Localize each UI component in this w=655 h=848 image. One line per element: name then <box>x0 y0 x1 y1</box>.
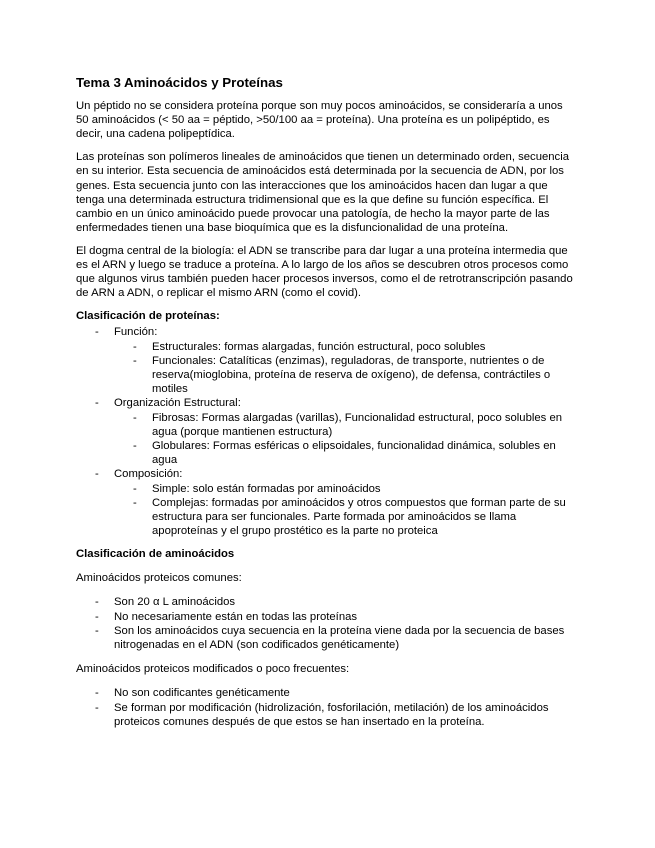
list-item <box>76 610 576 624</box>
list-item-text: No son codificantes genéticamente <box>114 687 290 700</box>
sublist-item <box>114 439 576 467</box>
list-item-text: Son los aminoácidos cuya secuencia en la proteína viene dada por la secuencia de bases nitrogenadas en el ADN (son codificados genéticamente) <box>114 624 565 651</box>
sublist-item <box>114 496 576 539</box>
sublist-item-text: Simple: solo están formadas por aminoácidos <box>152 482 381 495</box>
bullet-dash: - <box>95 701 99 714</box>
label-aminoacidos-comunes: Aminoácidos proteicos comunes: <box>76 572 242 585</box>
list-clasificacion-proteinas <box>76 325 576 538</box>
sublist-item-text: Funcionales: Catalíticas (enzimas), reguladoras, de transporte, nutrientes o de reserva(mioglobina, proteína de reserva de oxígeno), de defensa, contráctiles o motiles <box>152 354 551 396</box>
sublist-item-text: Fibrosas: Formas alargadas (varillas), Funcionalidad estructural, poco solubles en agua (porque mantienen estructura) <box>152 411 563 438</box>
sublist-item <box>114 482 576 496</box>
list-item-text: Se forman por modificación (hidrolización, fosforilación, metilación) de los aminoácidos proteicos comunes después de que estos se han insertado en la proteína. <box>114 701 549 728</box>
list-item-funcion <box>76 325 576 396</box>
list-aminoacidos-modificados <box>76 686 576 729</box>
list-item-text: No necesariamente están en todas las proteínas <box>114 610 358 623</box>
document-title: Tema 3 Aminoácidos y Proteínas <box>76 75 283 90</box>
list-item <box>76 686 576 700</box>
sublist-organizacion <box>114 411 576 468</box>
bullet-dash: - <box>95 687 99 700</box>
sublist-item <box>114 340 576 354</box>
list-item-label: Composición: <box>114 468 183 481</box>
bullet-dash: - <box>95 326 99 339</box>
bullet-dash: - <box>133 340 137 353</box>
list-item-label: Organización Estructural: <box>114 397 241 410</box>
bullet-dash: - <box>95 610 99 623</box>
bullet-dash: - <box>95 624 99 637</box>
heading-clasificacion-proteinas: Clasificación de proteínas: <box>76 310 220 323</box>
bullet-dash: - <box>133 482 137 495</box>
sublist-item <box>114 354 576 397</box>
paragraph-proteinas: Las proteínas son polímeros lineales de aminoácidos que tienen un determinado orden, secuencia en su interior. Esta secuencia de aminoácidos está determinada por la secuencia de ADN, por los genes. Esta secuencia junto con las interacciones que los aminoácidos hacen dan lugar a que tenga una determinada estructura tridimensional que es la que define su función específica. El cambio en un único aminoácido puede provocar una patología, de hecho la mayor parte de las enfermedades tienen una base bioquímica que es la disfuncionalidad de una proteína. <box>76 151 569 235</box>
sublist-item-text: Complejas: formadas por aminoácidos y otros compuestos que forman parte de su estructura para ser funcionales. Parte formada por aminoácidos se llama apoproteínas y el grupo prostético es la parte no proteica <box>152 496 566 538</box>
sublist-funcion <box>114 340 576 397</box>
list-item-text: Son 20 α L aminoácidos <box>114 596 236 609</box>
list-item-organizacion <box>76 396 576 467</box>
list-item <box>76 624 576 652</box>
list-aminoacidos-comunes <box>76 595 576 652</box>
paragraph-dogma: El dogma central de la biología: el ADN se transcribe para dar lugar a una proteína intermedia que es el ARN y luego se traduce a proteína. A lo largo de los años se descubren otros procesos como que algunos virus también pueden hacer procesos inversos, como el de retrotranscripción pasando de ARN a ADN, o replicar el mismo ARN (como el covid). <box>76 244 573 300</box>
label-aminoacidos-modificados: Aminoácidos proteicos modificados o poco frecuentes: <box>76 663 350 676</box>
sublist-item-text: Globulares: Formas esféricas o elipsoidales, funcionalidad dinámica, solubles en agua <box>152 439 556 467</box>
document-page <box>76 74 576 737</box>
list-item <box>76 595 576 609</box>
list-item <box>76 701 576 729</box>
list-item-composicion <box>76 467 576 538</box>
bullet-dash: - <box>133 354 137 367</box>
bullet-dash: - <box>133 411 137 424</box>
sublist-item <box>114 411 576 439</box>
list-item-label: Función: <box>114 326 158 339</box>
paragraph-peptido: Un péptido no se considera proteína porque son muy pocos aminoácidos, se consideraría a unos 50 aminoácidos (< 50 aa = péptido, >50/100 aa = proteína). Una proteína es un polipéptido, es decir, una cadena polipeptídica. <box>76 100 563 141</box>
bullet-dash: - <box>133 439 137 452</box>
bullet-dash: - <box>95 468 99 481</box>
sublist-item-text: Estructurales: formas alargadas, función estructural, poco solubles <box>152 340 486 353</box>
bullet-dash: - <box>133 496 137 509</box>
sublist-composicion <box>114 482 576 539</box>
heading-clasificacion-aminoacidos: Clasificación de aminoácidos <box>76 547 235 560</box>
bullet-dash: - <box>95 596 99 609</box>
bullet-dash: - <box>95 397 99 410</box>
